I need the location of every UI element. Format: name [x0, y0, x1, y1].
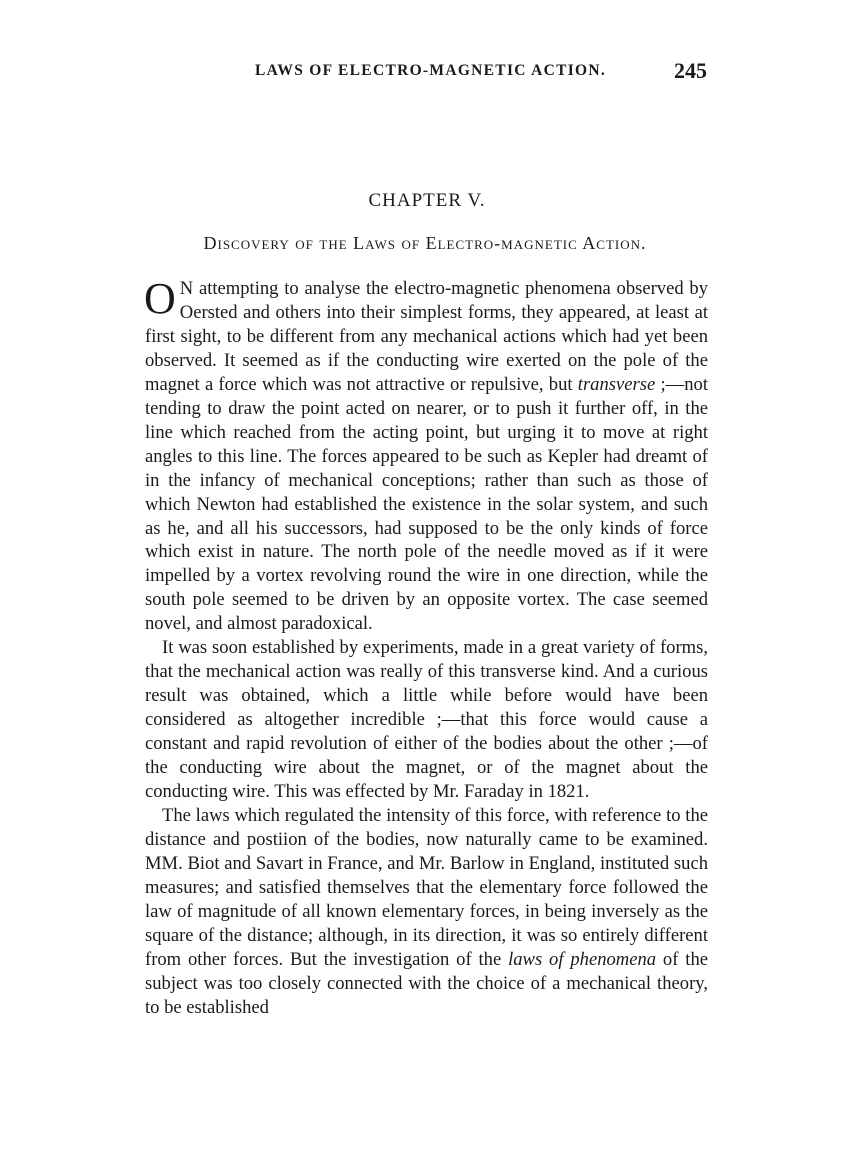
paragraph-3-italic: laws of phenomena [508, 948, 657, 970]
paragraph-3-text-a: The laws which regulated the intensity of this force, with reference to the distance and postiion of the bodies, now naturally came to be examined. MM. Biot and Savart in France, and Mr. Barlow in England, instituted such measures; and satisfied themselves that the elementary force followed the law of magnitude of all known elementary forces, in being inversely as the square of the distance; although, in its direction, it was so entirely different from other forces. But the investigation of the [145, 804, 708, 970]
drop-cap: O [144, 274, 176, 323]
running-head [145, 58, 707, 88]
paragraph-3-text-b: of the subject was too closely connected with the choice of a mechanical theory, to be established [145, 948, 708, 1018]
chapter-heading-text: CHAPTER V. [368, 190, 486, 211]
paragraph-1 [144, 274, 708, 636]
chapter-heading [0, 190, 850, 212]
section-title: Discovery of the Laws of Electro-magnetic Action. [203, 233, 647, 253]
running-title: LAWS OF ELECTRO-MAGNETIC ACTION. [255, 62, 607, 79]
paragraph-3 [145, 804, 708, 1020]
paragraph-2: It was soon established by experiments, made in a great variety of forms, that the mechanical action was really of this transverse kind. And a curious result was obtained, which a little while before would have been considered as altogether incredible ;—that this force would cause a constant and rapid revolution of either of the bodies about the other ;—of the conducting wire about the magnet, or of the magnet about the conducting wire. This was effected by Mr. Faraday in 1821. [145, 637, 708, 803]
paragraph-1-text-a: N attempting to analyse the electro-magnetic phenomena observed by Oersted and others into their simplest forms, they appeared, at least at first sight, to be different from any mechanical actions which had yet been observed. It seemed as if the conducting wire exerted on the pole of the magnet a force which was not attractive or repulsive, but [145, 278, 708, 395]
paragraph-1-text-b: ;—not tending to draw the point acted on nearer, or to push it further off, in the line which reached from the acting point, but urging it to move at right angles to this line. The forces appeared to be such as Kepler had dreamt of in the infancy of mechanical conceptions; rather than such as those of which Newton had established the existence in the solar system, and such as he, and all his successors, had supposed to be the only kinds of force which exist in nature. The north pole of the needle moved as if it were impelled by a vortex revolving round the wire in one direction, while the south pole seemed to be driven by an opposite vortex. The case seemed novel, and almost paradoxical. [145, 373, 708, 635]
page-number: 245 [674, 58, 707, 83]
paragraph-1-italic: transverse [577, 373, 656, 395]
body-text [144, 274, 708, 1020]
